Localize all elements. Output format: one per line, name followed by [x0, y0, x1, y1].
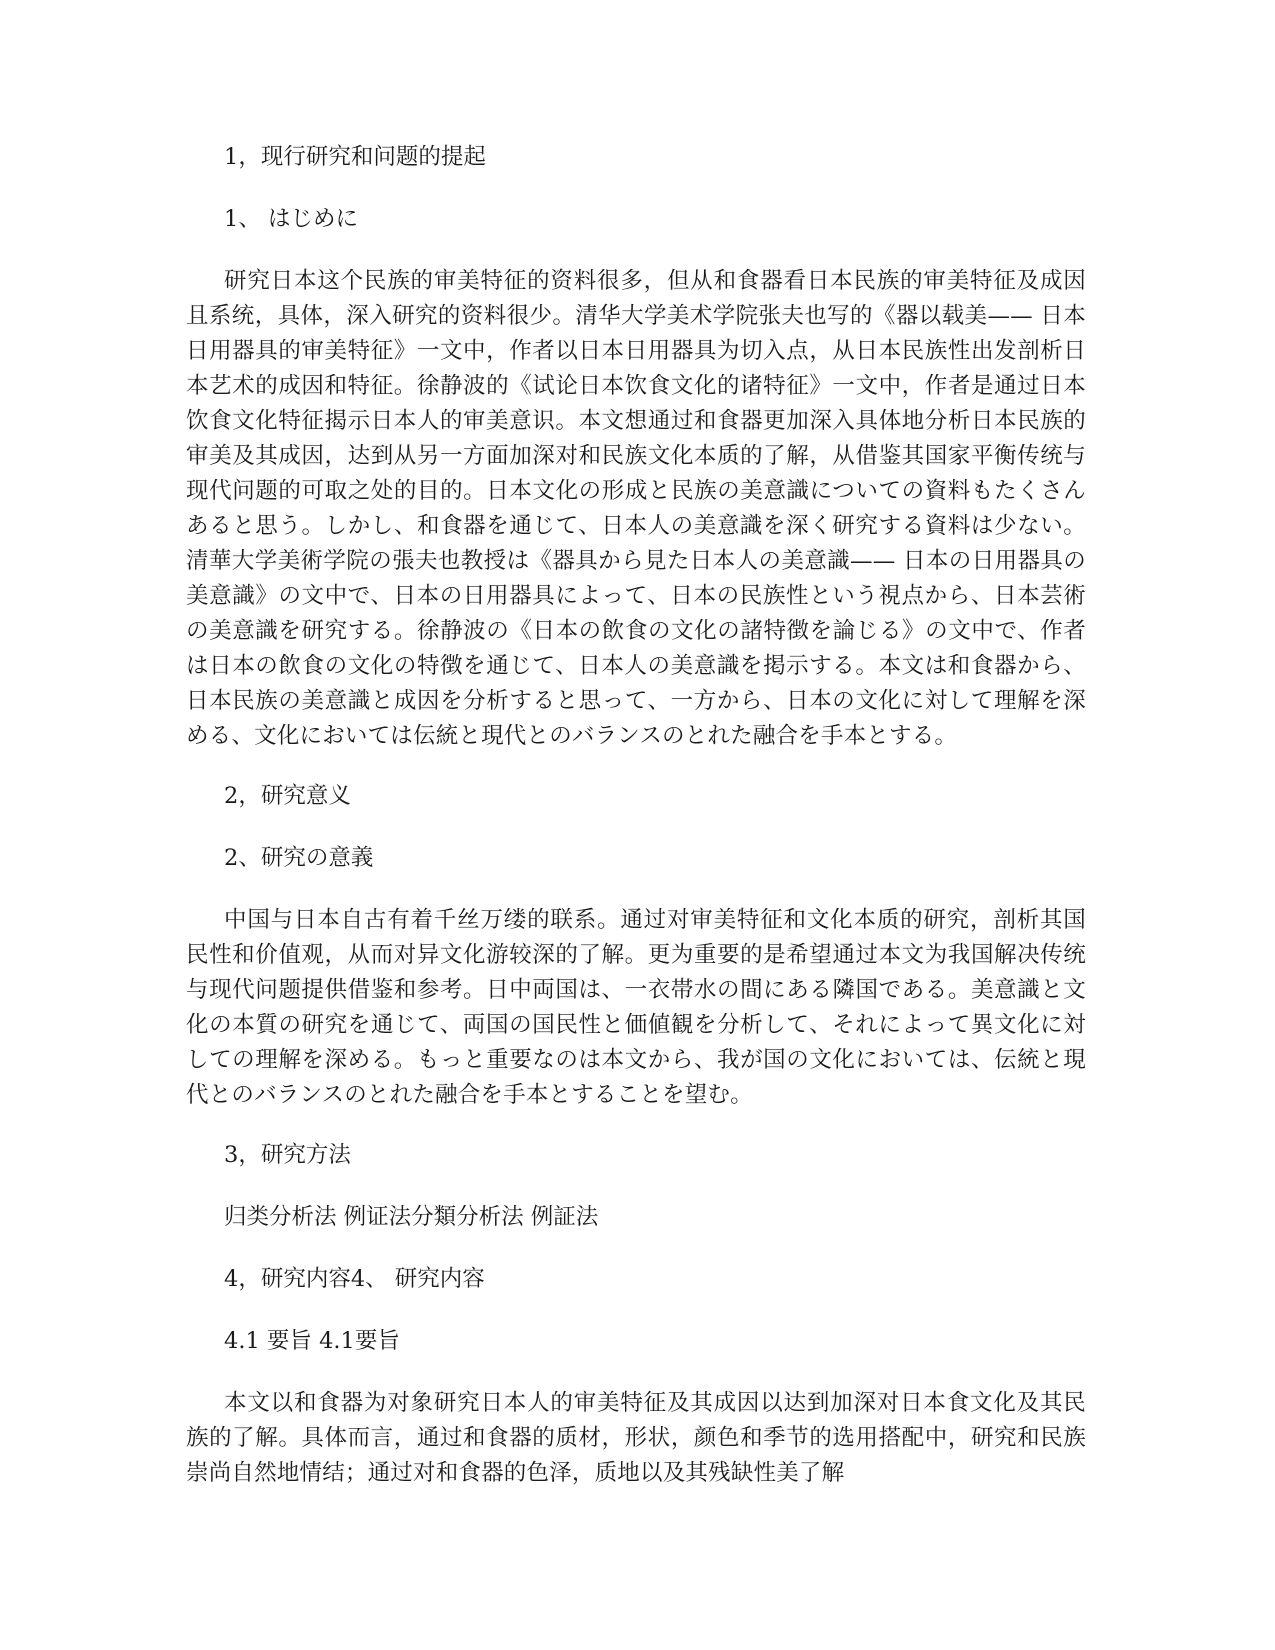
- heading-significance-cn: 2，研究意义: [224, 783, 351, 809]
- heading-gist: 4.1 要旨 4.1要旨: [224, 1328, 400, 1354]
- paragraph-significance: 中国与日本自古有着千丝万缕的联系。通过对审美特征和文化本质的研究，剖析其国民性和价值观，从而对异文化游较深的了解。更为重要的是希望通过本文为我国解决传统与现代问题提供借鉴和参考。日中両国は、一衣帯水の間にある隣国である。美意識と文化の本質の研究を通じて、両国の国民性と価値観を分析して、それによって異文化に対しての理解を深める。もっと重要なのは本文から、我が国の文化においては、伝統と現代とのバランスのとれた融合を手本とすることを望む。: [186, 907, 1086, 1108]
- heading-method: 3，研究方法: [224, 1142, 351, 1168]
- heading-significance-jp: 2、研究の意義: [224, 845, 374, 871]
- document-body: [186, 140, 1086, 1491]
- heading-intro-cn: 1，现行研究和问题的提起: [224, 144, 486, 170]
- heading-content: 4，研究内容4、 研究内容: [224, 1266, 485, 1292]
- method-line: 归类分析法 例证法分類分析法 例証法: [224, 1204, 599, 1230]
- heading-intro-jp: 1、 はじめに: [224, 206, 358, 232]
- paragraph-intro: 研究日本这个民族的审美特征的资料很多，但从和食器看日本民族的审美特征及成因且系统，具体，深入研究的资料很少。清华大学美术学院张夫也写的《器以载美—— 日本日用器具的审美特征》一文中，作者以日本日用器具为切入点，从日本民族性出发剖析日本艺术的成因和特征。徐静波的《试论日本饮食文化的诸特征》一文中，作者是通过日本饮食文化特征揭示日本人的审美意识。本文想通过和食器更加深入具体地分析日本民族的审美及其成因，达到从另一方面加深对和民族文化本质的了解，从借鉴其国家平衡传统与现代问题的可取之处的目的。日本文化の形成と民族の美意識についての資料もたくさんあると思う。しかし、和食器を通じて、日本人の美意識を深く研究する資料は少ない。清華大学美術学院の張夫也教授は《器具から見た日本人の美意識—— 日本の日用器具の美意識》の文中で、日本の日用器具によって、日本の民族性という視点から、日本芸術の美意識を研究する。徐静波の《日本の飲食の文化の諸特徴を論じる》の文中で、作者は日本の飲食の文化の特徴を通じて、日本人の美意識を掲示する。本文は和食器から、日本民族の美意識と成因を分析すると思って、一方から、日本の文化に対して理解を深める、文化においては伝統と現代とのバランスのとれた融合を手本とする。: [186, 268, 1086, 749]
- paragraph-gist: 本文以和食器为对象研究日本人的审美特征及其成因以达到加深对日本食文化及其民族的了解。具体而言，通过和食器的质材，形状，颜色和季节的选用搭配中，研究和民族崇尚自然地情结；通过对和食器的色泽，质地以及其残缺性美了解: [186, 1390, 1086, 1486]
